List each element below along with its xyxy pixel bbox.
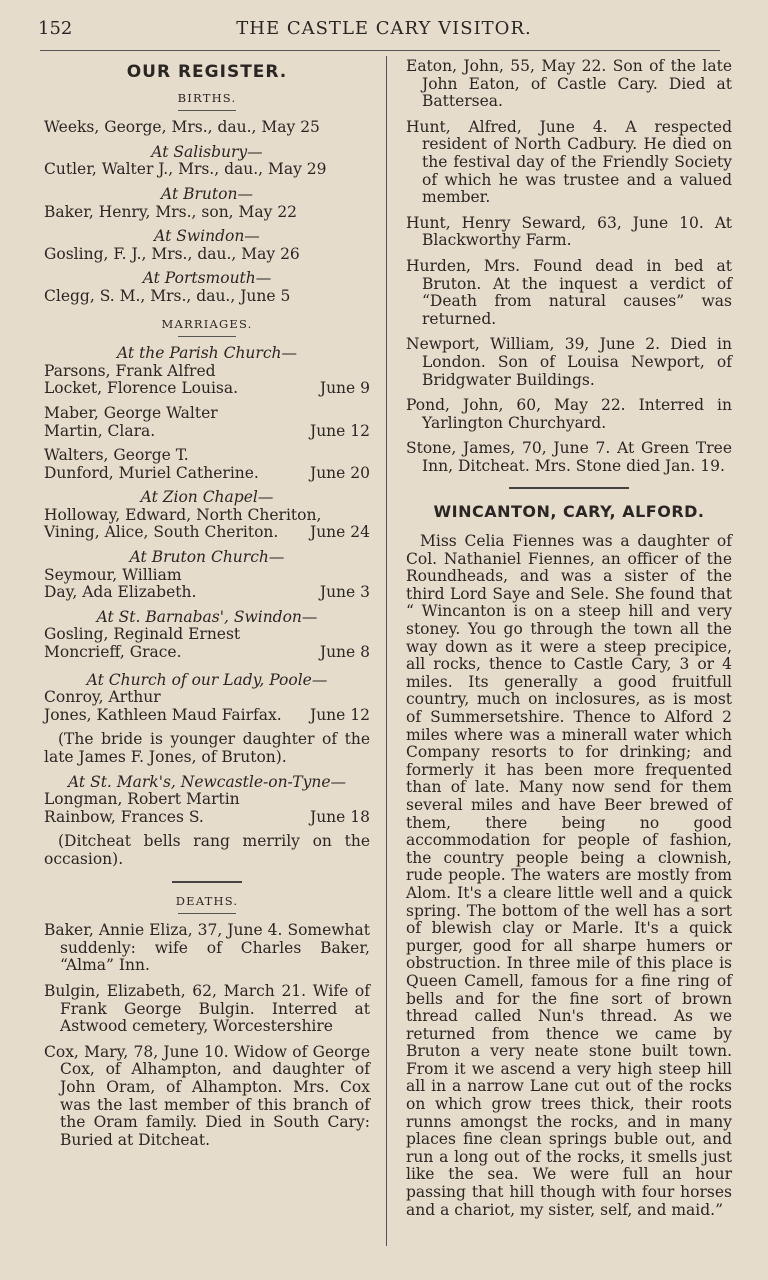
birth-location: At Salisbury— [151, 142, 263, 161]
page-number: 152 [38, 18, 73, 39]
divider [178, 110, 236, 111]
marriage-party: Seymour, William [44, 565, 182, 584]
marriage-party: Gosling, Reginald Ernest [44, 625, 241, 644]
death-entry: Stone, James, 70, June 7. At Green Tree Inn, Ditcheat. Mrs. Stone died Jan. 19. [406, 439, 732, 475]
marriage-party: Moncrieff, Grace. [44, 643, 182, 662]
marriage-entry [44, 791, 370, 826]
marriage-entry [44, 363, 370, 398]
marriage-party: Vining, Alice, South Cheriton. [44, 523, 279, 542]
divider [178, 336, 236, 337]
header-rule [40, 50, 720, 51]
marriage-party: Day, Ada Elizabeth. [44, 583, 197, 602]
marriage-location: At St. Mark's, Newcastle-on-Tyne— [68, 772, 346, 791]
marriage-date: June 18 [309, 807, 370, 826]
deaths-heading: DEATHS. [175, 893, 239, 908]
marriage-note: (The bride is younger daughter of the late James F. Jones, of Bruton). [44, 730, 370, 766]
divider [509, 487, 629, 489]
article-body: Miss Celia Fiennes was a daughter of Col. Nathaniel Fiennes, an officer of the Roundheads, and was a sister of the third Lord Saye and Sele. She found that “ Wincanton is on a steep hill and very stoney. You go through the town all the way down as it were a steep precipice, all rocks, thence to Castle Cary, 3 or 4 miles. Its generally a good fruitfull country, much on inclosures, as is most of Summersetshire. Thence to Alford 2 miles where was a minerall water which Company resorts to for drinking; and formerly it has been more frequented than of late. Many now send for them several miles and have Beer brewed of them, there being no good accommodation for people of fashion, the country people being a clownish, rude people. The waters are mostly from Alom. It's a cleare little well and a quick spring. The bottom of the well has a sort of blewish clay or Marle. It's a quick purger, good for all sharpe humers or obstruction. In three mile of this place is Queen Camell, famous for a fine ring of bells and for the fine sort of brown thread called Nun's thread. As we returned from thence we came by Bruton a very neate stone built town. From it we ascend a very high steep hill all in a narrow Lane cut out of the rocks on which grow trees thick, their roots runns amongst the rocks, and in many places fine clean springs buble out, and run a long out of the rocks, it smells just like the sea. We were full an hour passing that hill though with four horses and a chariot, my sister, self, and maid.” [406, 532, 732, 1219]
marriage-party: Locket, Florence Louisa. [44, 379, 239, 398]
death-entry: Pond, John, 60, May 22. Interred in Yarlington Churchyard. [406, 396, 732, 432]
birth-location: At Swindon— [154, 227, 260, 246]
marriage-entry [44, 689, 370, 724]
divider [178, 913, 236, 914]
marriage-party: Walters, George T. [44, 446, 189, 465]
marriage-entry [44, 567, 370, 602]
marriage-entry [44, 447, 370, 482]
marriage-note: (Ditcheat bells rang merrily on the occasion). [44, 832, 370, 868]
marriage-location: At Bruton Church— [129, 548, 285, 567]
divider [172, 881, 242, 883]
death-entry: Bulgin, Elizabeth, 62, March 21. Wife of Frank George Bulgin. Interred at Astwood cemetery, Worcestershire [44, 981, 370, 1036]
marriages-heading: MARRIAGES. [161, 316, 253, 331]
marriage-party: Martin, Clara. [44, 421, 156, 440]
marriage-date: June 12 [309, 705, 370, 724]
death-entry: Baker, Annie Eliza, 37, June 4. Somewhat suddenly: wife of Charles Baker, “Alma” Inn. [44, 921, 370, 975]
death-entry: Newport, William, 39, June 2. Died in London. Son of Louisa Newport, of Bridgwater Buildings. [406, 335, 732, 389]
marriage-date: June 8 [319, 643, 370, 662]
register-title: OUR REGISTER. [126, 62, 288, 82]
marriage-location: At the Parish Church— [117, 344, 297, 363]
marriage-party: Conroy, Arthur [44, 688, 161, 707]
birth-location: At Bruton— [161, 184, 253, 203]
marriage-location: At St. Barnabas', Swindon— [96, 607, 318, 626]
birth-entry: Clegg, S. M., Mrs., dau., June 5 [44, 286, 291, 305]
death-entry: Hunt, Henry Seward, 63, June 10. At Blackworthy Farm. [406, 213, 732, 250]
marriage-date: June 12 [309, 421, 370, 440]
death-entry: Cox, Mary, 78, June 10. Widow of George Cox, of Alhampton, and daughter of John Oram, of Alhampton. Mrs. Cox was the last member of this branch of the Oram family. Died in South Cary: Buried at Ditcheat. [44, 1042, 370, 1149]
marriage-location: At Zion Chapel— [140, 488, 274, 507]
marriage-date: June 20 [309, 463, 370, 482]
marriage-party: Dunford, Muriel Catherine. [44, 463, 259, 482]
birth-entry: Gosling, F. J., Mrs., dau., May 26 [44, 244, 300, 263]
marriage-party: Holloway, Edward, North Cheriton, [44, 505, 322, 524]
birth-entry: Weeks, George, Mrs., dau., May 25 [44, 118, 320, 137]
right-column [406, 58, 732, 1219]
article-title: WINCANTON, CARY, ALFORD. [433, 502, 705, 522]
marriage-entry [44, 507, 370, 542]
marriage-entry [44, 626, 370, 661]
running-head: THE CASTLE CARY VISITOR. [236, 18, 532, 39]
marriage-location: At Church of our Lady, Poole— [86, 670, 328, 689]
marriage-entry [44, 405, 370, 440]
marriage-party: Maber, George Walter [44, 403, 218, 422]
death-entry: Hurden, Mrs. Found dead in bed at Bruton. At the inquest a verdict of “Death from natural causes” was returned. [406, 256, 732, 328]
left-column [44, 58, 370, 1157]
marriage-party: Longman, Robert Martin [44, 790, 240, 809]
marriage-party: Jones, Kathleen Maud Fairfax. [44, 705, 282, 724]
marriage-party: Parsons, Frank Alfred [44, 361, 216, 380]
marriage-date: June 9 [319, 379, 370, 398]
death-entry: Hunt, Alfred, June 4. A respected resident of North Cadbury. He died on the festival day of the Friendly Society of which he was trustee and a valued member. [406, 117, 732, 207]
marriage-date: June 3 [319, 583, 370, 602]
birth-location: At Portsmouth— [142, 269, 272, 288]
birth-entry: Baker, Henry, Mrs., son, May 22 [44, 202, 298, 221]
births-heading: BIRTHS. [177, 90, 237, 105]
death-entry: Eaton, John, 55, May 22. Son of the late John Eaton, of Castle Cary. Died at Battersea. [406, 57, 732, 111]
birth-entry: Cutler, Walter J., Mrs., dau., May 29 [44, 160, 327, 179]
marriage-party: Rainbow, Frances S. [44, 807, 204, 826]
column-divider [386, 56, 387, 1246]
marriage-date: June 24 [309, 523, 370, 542]
